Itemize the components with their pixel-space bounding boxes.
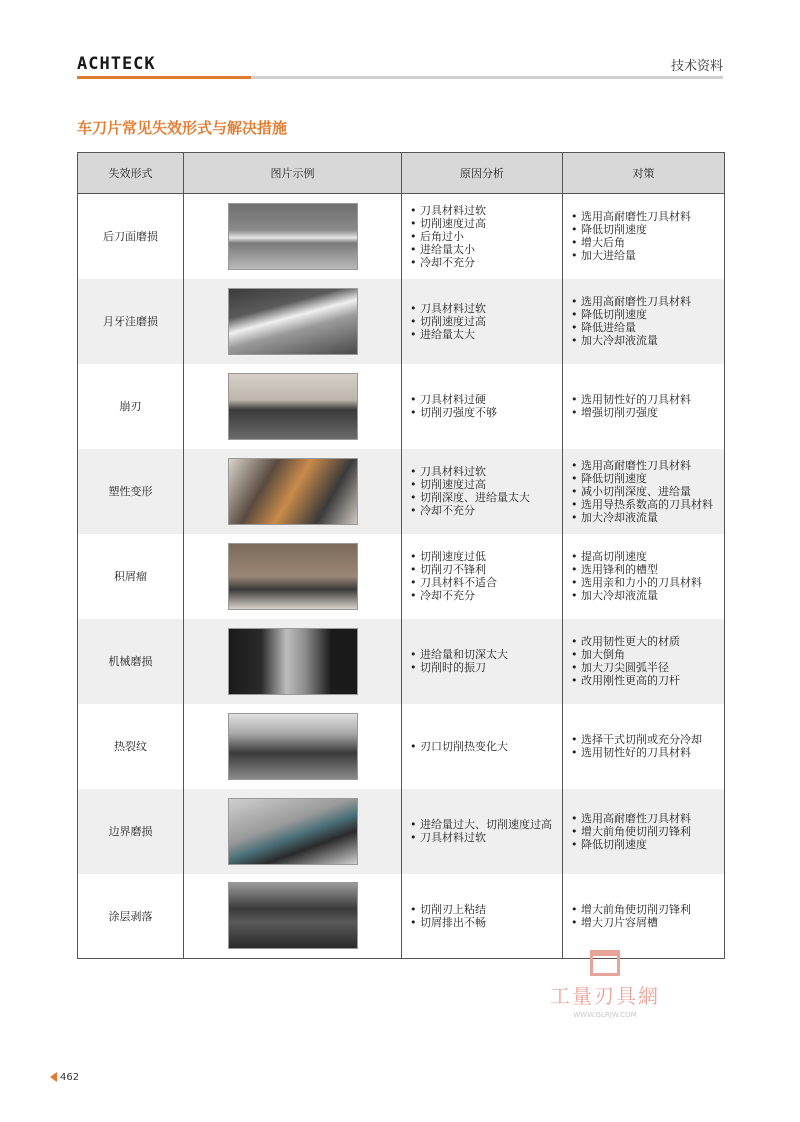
list-item: • 切削刃强度不够 (410, 406, 562, 419)
bullet-list (571, 393, 724, 419)
bullet-list (410, 302, 562, 341)
list-item: • 加大冷却液流量 (571, 334, 724, 347)
bullet-list (410, 465, 562, 517)
list-item: • 选用韧性好的刀具材料 (571, 393, 724, 406)
failure-mode-cell: 后刀面磨损 (78, 194, 184, 279)
list-item: • 刀具材料过硬 (410, 393, 562, 406)
page-number-text: 462 (60, 1072, 80, 1083)
bullet-list (571, 635, 724, 687)
failure-mode-cell: 月牙洼磨损 (78, 279, 184, 364)
watermark (530, 950, 680, 1019)
list-item: • 减小切削深度、进给量 (571, 485, 724, 498)
column-header-mode: 失效形式 (78, 153, 184, 194)
failure-mode-cell: 塑性变形 (78, 449, 184, 534)
list-item: • 刀具材料过软 (410, 204, 562, 217)
failure-table (77, 152, 725, 959)
example-image-cell (184, 704, 402, 789)
list-item: • 切削速度过高 (410, 315, 562, 328)
bullet-list (410, 818, 562, 844)
cause-cell (402, 364, 563, 449)
brand-logo: ACHTECK (77, 54, 156, 74)
failure-mode-cell: 热裂纹 (78, 704, 184, 789)
failure-mode-cell: 边界磨损 (78, 789, 184, 874)
list-item: • 切削刃不锋利 (410, 563, 562, 576)
list-item: • 刀具材料不适合 (410, 576, 562, 589)
insert-wear-photo (228, 373, 358, 440)
bullet-list (571, 295, 724, 347)
table-row (78, 364, 725, 449)
cause-cell (402, 704, 563, 789)
bullet-list (571, 903, 724, 929)
insert-wear-photo (228, 458, 358, 525)
bullet-list (571, 459, 724, 524)
example-image-cell (184, 619, 402, 704)
list-item: • 提高切削速度 (571, 550, 724, 563)
list-item: • 加大倒角 (571, 648, 724, 661)
example-image-cell (184, 874, 402, 959)
column-header-remedy: 对策 (563, 153, 725, 194)
cause-cell (402, 194, 563, 279)
table-row (78, 789, 725, 874)
table-row (78, 449, 725, 534)
list-item: • 切削深度、进给量太大 (410, 491, 562, 504)
remedy-cell (563, 619, 725, 704)
insert-wear-photo (228, 628, 358, 695)
list-item: • 降低切削速度 (571, 472, 724, 485)
list-item: • 刃口切削热变化大 (410, 740, 562, 753)
list-item: • 增大后角 (571, 236, 724, 249)
list-item: • 选用导热系数高的刀具材料 (571, 498, 724, 511)
list-item: • 冷却不充分 (410, 256, 562, 269)
list-item: • 加大冷却液流量 (571, 511, 724, 524)
cause-cell (402, 534, 563, 619)
section-label: 技术资料 (670, 59, 723, 74)
list-item: • 选择干式切削或充分冷却 (571, 733, 724, 746)
list-item: • 增强切削刃强度 (571, 406, 724, 419)
list-item: • 刀具材料过软 (410, 831, 562, 844)
failure-mode-cell: 积屑瘤 (78, 534, 184, 619)
insert-wear-photo (228, 882, 358, 949)
list-item: • 加大进给量 (571, 249, 724, 262)
column-header-image: 图片示例 (184, 153, 402, 194)
bullet-list (571, 210, 724, 262)
cause-cell (402, 789, 563, 874)
remedy-cell (563, 364, 725, 449)
list-item: • 选用高耐磨性刀具材料 (571, 210, 724, 223)
table-row (78, 194, 725, 279)
table-row (78, 279, 725, 364)
list-item: • 切屑排出不畅 (410, 916, 562, 929)
list-item: • 加大刀尖圆弧半径 (571, 661, 724, 674)
list-item: • 后角过小 (410, 230, 562, 243)
page-number (50, 1072, 79, 1083)
list-item: • 选用高耐磨性刀具材料 (571, 295, 724, 308)
list-item: • 切削速度过低 (410, 550, 562, 563)
page-title: 车刀片常见失效形式与解决措施 (77, 119, 288, 137)
table-body (78, 194, 725, 959)
bullet-list (571, 733, 724, 759)
remedy-cell (563, 704, 725, 789)
watermark-text: 工量刃具網 (550, 984, 660, 1008)
list-item: • 进给量太小 (410, 243, 562, 256)
insert-wear-photo (228, 798, 358, 865)
list-item: • 降低进给量 (571, 321, 724, 334)
list-item: • 增大前角使切削刃锋利 (571, 825, 724, 838)
failure-mode-cell: 涂层剥落 (78, 874, 184, 959)
page-arrow-icon (50, 1072, 57, 1082)
insert-wear-photo (228, 288, 358, 355)
list-item: • 刀具材料过软 (410, 465, 562, 478)
bullet-list (410, 204, 562, 269)
list-item: • 改用刚性更高的刀杆 (571, 674, 724, 687)
insert-wear-photo (228, 203, 358, 270)
table-row (78, 704, 725, 789)
bullet-list (410, 903, 562, 929)
list-item: • 切削刃上粘结 (410, 903, 562, 916)
list-item: • 降低切削速度 (571, 308, 724, 321)
column-header-cause: 原因分析 (402, 153, 563, 194)
example-image-cell (184, 194, 402, 279)
list-item: • 进给量和切深太大 (410, 648, 562, 661)
cause-cell (402, 619, 563, 704)
remedy-cell (563, 789, 725, 874)
cause-cell (402, 449, 563, 534)
example-image-cell (184, 279, 402, 364)
list-item: • 增大前角使切削刃锋利 (571, 903, 724, 916)
list-item: • 选用韧性好的刀具材料 (571, 746, 724, 759)
bullet-list (571, 812, 724, 851)
example-image-cell (184, 789, 402, 874)
table-row (78, 619, 725, 704)
list-item: • 切削速度过高 (410, 217, 562, 230)
list-item: • 降低切削速度 (571, 223, 724, 236)
example-image-cell (184, 449, 402, 534)
bullet-list (410, 550, 562, 602)
remedy-cell (563, 194, 725, 279)
insert-wear-photo (228, 713, 358, 780)
list-item: • 冷却不充分 (410, 504, 562, 517)
list-item: • 切削时的振刀 (410, 661, 562, 674)
header-rule-accent (77, 76, 251, 79)
watermark-url: WWW.GLRJW.COM (573, 1011, 637, 1019)
list-item: • 选用锋利的槽型 (571, 563, 724, 576)
bullet-list (410, 740, 562, 753)
cause-cell (402, 279, 563, 364)
list-item: • 选用高耐磨性刀具材料 (571, 459, 724, 472)
list-item: • 进给量太大 (410, 328, 562, 341)
remedy-cell (563, 534, 725, 619)
bullet-list (410, 648, 562, 674)
table-row (78, 534, 725, 619)
remedy-cell (563, 874, 725, 959)
list-item: • 进给量过大、切削速度过高 (410, 818, 562, 831)
table-header-row (78, 153, 725, 194)
list-item: • 选用亲和力小的刀具材料 (571, 576, 724, 589)
remedy-cell (563, 449, 725, 534)
failure-mode-cell: 机械磨损 (78, 619, 184, 704)
list-item: • 切削速度过高 (410, 478, 562, 491)
remedy-cell (563, 279, 725, 364)
bullet-list (571, 550, 724, 602)
cause-cell (402, 874, 563, 959)
list-item: • 冷却不充分 (410, 589, 562, 602)
list-item: • 选用高耐磨性刀具材料 (571, 812, 724, 825)
list-item: • 改用韧性更大的材质 (571, 635, 724, 648)
example-image-cell (184, 364, 402, 449)
insert-wear-photo (228, 543, 358, 610)
watermark-logo-icon (590, 950, 620, 976)
example-image-cell (184, 534, 402, 619)
failure-mode-cell: 崩刃 (78, 364, 184, 449)
list-item: • 加大冷却液流量 (571, 589, 724, 602)
list-item: • 增大刀片容屑槽 (571, 916, 724, 929)
table-row (78, 874, 725, 959)
list-item: • 刀具材料过软 (410, 302, 562, 315)
list-item: • 降低切削速度 (571, 838, 724, 851)
bullet-list (410, 393, 562, 419)
